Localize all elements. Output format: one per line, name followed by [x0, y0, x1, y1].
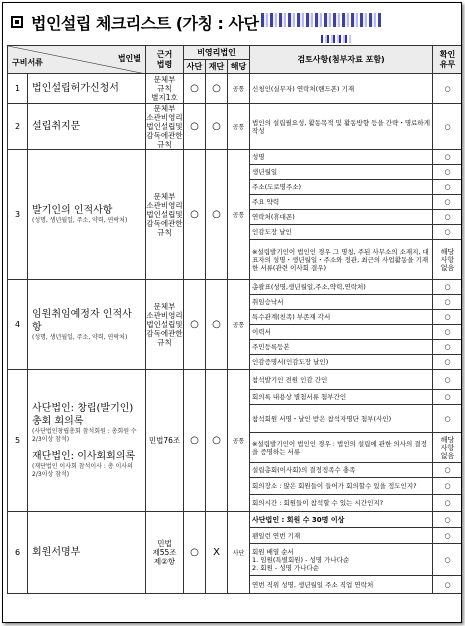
sadan-mark: ○: [184, 370, 206, 512]
header-review: 검토사항(첨부자료 포함): [250, 46, 433, 74]
legal-basis: 문체부 규칙 별지1호: [146, 74, 184, 104]
review-item: 신청인(실무자) 연락처(핸드폰) 기재: [250, 74, 433, 104]
document-title: 발기인의 인적사항: [32, 205, 113, 216]
sadan-mark: ○: [184, 512, 206, 594]
jaedan-mark: ○: [206, 150, 228, 280]
confirm-mark[interactable]: ○: [433, 463, 462, 478]
review-item: 이력서: [250, 325, 433, 340]
document-name: [28, 104, 146, 150]
review-item: 인감도장 날인: [250, 225, 433, 240]
redacted-mark: [321, 35, 351, 43]
legal-basis: 문체부 소관비영리 법인설립및 감독에관한 규칙: [146, 150, 184, 280]
review-item: 회의시간 : 회원들이 참석할 수 있는 시간인지?: [250, 495, 433, 512]
document-title: 설립취지문: [32, 121, 81, 132]
confirm-mark[interactable]: ○: [433, 495, 462, 512]
review-item: 총괄표(성명,생년월일,주소,약력,연락처): [250, 280, 433, 295]
document-title: 재단법인: 이사회회의록: [32, 451, 136, 462]
review-item: 참석회원 서명・날인 받은 참석자명단 첨부(사인): [250, 405, 433, 433]
confirm-mark[interactable]: ○: [433, 325, 462, 340]
review-item: 회원 배열 순서 1. 임원(특별회원) - 성명 가나다순 2. 회원 - 성명 가나다순: [250, 544, 433, 576]
confirm-mark[interactable]: ○: [433, 295, 462, 310]
confirm-mark[interactable]: ○: [433, 405, 462, 433]
review-item: 특수관계(친족) 부존재 각서: [250, 310, 433, 325]
jaedan-mark: ○: [206, 74, 228, 104]
confirm-mark[interactable]: ○: [433, 195, 462, 210]
jaedan-mark: ○: [206, 280, 228, 370]
applies-to: 공통: [228, 150, 250, 280]
review-item: 사단법인 : 회원 수 30명 이상: [250, 512, 433, 528]
header-applies: 해당: [228, 60, 250, 74]
review-item: 인감증명서(인감도장 날인): [250, 355, 433, 370]
confirm-mark[interactable]: 해당 사항 없음: [433, 433, 462, 463]
jaedan-mark: ○: [206, 104, 228, 150]
applies-to: 공통: [228, 370, 250, 512]
review-item: 연락처(휴대폰): [250, 210, 433, 225]
confirm-mark[interactable]: ○: [433, 355, 462, 370]
confirm-mark[interactable]: ○: [433, 528, 462, 544]
header-corner: [8, 46, 146, 74]
document-note: (성명, 생년월일, 주소, 약력, 연락처): [32, 217, 128, 224]
row-number: 1: [8, 74, 28, 104]
applies-to: 공통: [228, 74, 250, 104]
square-bullet-icon: [11, 16, 23, 28]
legal-basis: 문체부 소관비영리 법인설립및 감독에관한 규칙: [146, 104, 183, 149]
confirm-mark[interactable]: ○: [433, 225, 462, 240]
redacted-mark: [261, 13, 381, 27]
document-name: [28, 74, 146, 104]
confirm-mark[interactable]: ○: [433, 104, 462, 150]
applies-to: 공통: [228, 104, 250, 150]
legal-basis: 민법76조: [146, 370, 184, 512]
review-item: 회의장소 : 많은 회원들이 들어가 회의할수 있을 정도인지?: [250, 478, 433, 495]
row-number: 3: [8, 150, 28, 280]
confirm-mark[interactable]: ○: [433, 180, 462, 195]
table-row: [8, 512, 463, 528]
document-name: [28, 280, 146, 370]
applies-to: 사단: [228, 512, 250, 594]
page-title: [11, 7, 258, 37]
review-item: 법인의 설립필요성, 활동목적 및 활동방향 등을 간략・명료하게 작성: [250, 104, 433, 150]
document-note: (사단법인창립총회 참석회원 : 총회원 수 2/3이상 참석): [32, 428, 137, 443]
review-item: 주소(도로명주소): [250, 180, 433, 195]
review-item: 참석발기인 전원 인감 간인: [250, 370, 433, 390]
header-law: 근거 법령: [146, 46, 184, 74]
confirm-mark[interactable]: ○: [433, 340, 462, 355]
confirm-mark[interactable]: ○: [433, 210, 462, 225]
confirm-mark[interactable]: ○: [433, 370, 462, 390]
confirm-mark[interactable]: ○: [433, 150, 462, 165]
confirm-mark[interactable]: ○: [433, 280, 462, 295]
row-number: 2: [8, 104, 28, 150]
review-item: 회의록 내용상 별첨서류 첨부간인: [250, 390, 433, 405]
review-item: 팬일런 연번 기재: [250, 528, 433, 544]
review-item: 연번 직위 성명, 생년월일 주소 직업 연락처: [250, 576, 433, 594]
review-item: 성명: [250, 150, 433, 165]
jaedan-mark: X: [206, 512, 228, 594]
review-item: 생년월일: [250, 165, 433, 180]
document-name: [28, 370, 146, 512]
review-item: ※설립발기인이 법인인 경우 : 법인의 설립에 관한 의사의 결정을 증명하는 서류: [250, 433, 433, 463]
row-number: 4: [8, 280, 28, 370]
table-row: [8, 370, 463, 390]
title-text: 법인설립 체크리스트 (가칭 : 사단: [31, 13, 259, 33]
confirm-mark[interactable]: ○: [433, 544, 462, 576]
document-title: 회원서명부: [32, 547, 81, 558]
legal-basis: 문체부 소관비영리 법인설립및 감독에관한 규칙: [146, 280, 184, 370]
legal-basis: 민법 제55조 제②항: [146, 512, 184, 594]
confirm-mark[interactable]: ○: [433, 512, 462, 528]
review-item: 주요 약력: [250, 195, 433, 210]
sadan-mark: ○: [184, 74, 206, 104]
jaedan-mark: ○: [206, 370, 228, 512]
checklist-table: [7, 45, 462, 594]
document-name: [28, 512, 146, 594]
document-title: 임원취임예정자 인적사항: [32, 308, 132, 333]
header-confirm: 확인 유무: [433, 46, 462, 74]
review-item: 설립총회(이사회)의 결정정족수 충족: [250, 463, 433, 478]
review-item: 취임승낙서: [250, 295, 433, 310]
document-title: 법인설립허가신청서: [32, 83, 119, 94]
document-title: 사단법인: 창립(발기인) 총회 회의록: [32, 403, 134, 427]
header-by-entity: 법인별: [117, 54, 141, 63]
review-item: ※설립발기인이 법인인 경우 그 명칭, 주된 사무소의 소재지, 대표자의 성명・생년월일・주소와 정관, 최근의 사업활동을 기재한 서류(관련 이사회 결우): [250, 240, 433, 280]
confirm-mark[interactable]: ○: [433, 576, 462, 594]
confirm-mark[interactable]: ○: [433, 390, 462, 405]
confirm-mark[interactable]: 해당 사항 없음: [433, 240, 462, 280]
table-row: [8, 150, 463, 165]
review-item: 주민등록등본: [250, 340, 433, 355]
document-name: [28, 150, 146, 280]
header-nonprofit: 비영리법인: [184, 46, 250, 60]
row-number: 6: [8, 512, 28, 594]
table-row: [8, 104, 463, 150]
applies-to: 공통: [228, 280, 250, 370]
confirm-mark[interactable]: ○: [433, 165, 462, 180]
confirm-mark[interactable]: ○: [433, 74, 462, 104]
table-row: [8, 280, 463, 295]
row-number: 5: [8, 370, 28, 512]
header-documents: 구비서류: [12, 58, 43, 67]
document-note: (성명, 생년월일, 주소, 약력, 연락처): [32, 333, 128, 341]
sadan-mark: ○: [184, 150, 206, 280]
document-note: (재단법인 이사회 참석이사 : 총 이사의 2/3이상 참석): [32, 463, 133, 478]
document-frame: [2, 2, 462, 623]
confirm-mark[interactable]: ○: [433, 478, 462, 495]
sadan-mark: ○: [184, 104, 206, 150]
header-jaedan: 재단: [206, 60, 228, 74]
table-row: [8, 74, 463, 104]
sadan-mark: ○: [184, 280, 206, 370]
confirm-mark[interactable]: ○: [433, 310, 462, 325]
header-sadan: 사단: [184, 60, 206, 74]
